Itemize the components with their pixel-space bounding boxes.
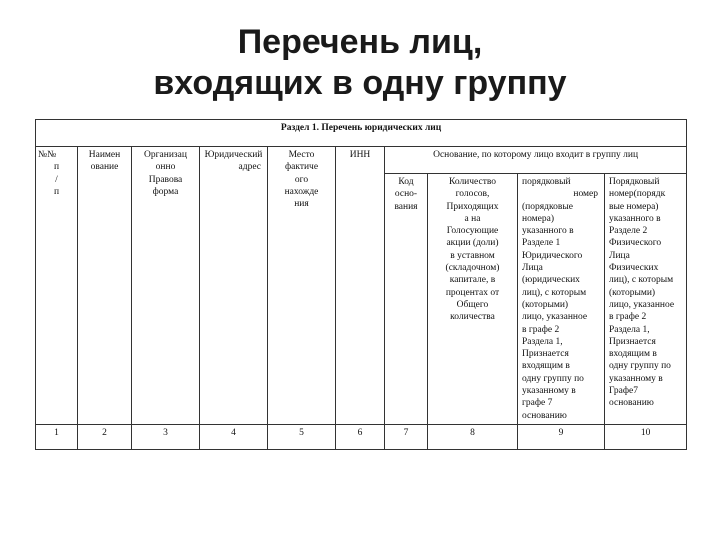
header-col-5: Место фактиче ого нахожде ния <box>268 147 336 425</box>
section-title: Раздел 1. Перечень юридических лиц <box>36 120 687 147</box>
title-line-2: входящих в одну группу <box>153 64 567 102</box>
header-col-10: Порядковый номер(порядк вые номера) указанного в Разделе 2 Физического Лица Физических лиц), с которым (которыми) лицо, указанное в графе 2 Раздела 1, Признается входящим в одну группу по указанному в Графе7 основанию <box>605 174 687 425</box>
header-col-2: Наимен ование <box>78 147 132 425</box>
header-col-4: Юридический адрес <box>200 147 268 425</box>
column-number: 3 <box>132 424 200 449</box>
column-number: 9 <box>518 424 605 449</box>
legal-entities-table <box>35 119 687 450</box>
header-col-3: Организац онно Правова форма <box>132 147 200 425</box>
column-number: 7 <box>385 424 428 449</box>
column-number: 4 <box>200 424 268 449</box>
page-title <box>0 22 720 104</box>
column-number: 6 <box>336 424 385 449</box>
header-col-6: ИНН <box>336 147 385 425</box>
column-number: 1 <box>36 424 78 449</box>
column-numbers-row <box>36 424 687 449</box>
header-col-7: Код осно- вания <box>385 174 428 425</box>
column-number: 5 <box>268 424 336 449</box>
header-col-1: №№ п / п <box>36 147 78 425</box>
column-number: 10 <box>605 424 687 449</box>
column-number: 2 <box>78 424 132 449</box>
header-col-8: Количество голосов, Приходящих а на Голосующие акции (доли) в уставном (складочном) капитале, в процентах от Общего количества <box>428 174 518 425</box>
column-number: 8 <box>428 424 518 449</box>
title-line-1: Перечень лиц, <box>237 23 483 61</box>
header-col-9: порядковый номер (порядковые номера) указанного в Разделе 1 Юридического Лица (юридических лиц), с которым (которыми) лицо, указанное в графе 2 Раздела 1, Признается входящим в одну группу по указанному в графе 7 основанию <box>518 174 605 425</box>
basis-header: Основание, по которому лицо входит в группу лиц <box>385 147 687 174</box>
